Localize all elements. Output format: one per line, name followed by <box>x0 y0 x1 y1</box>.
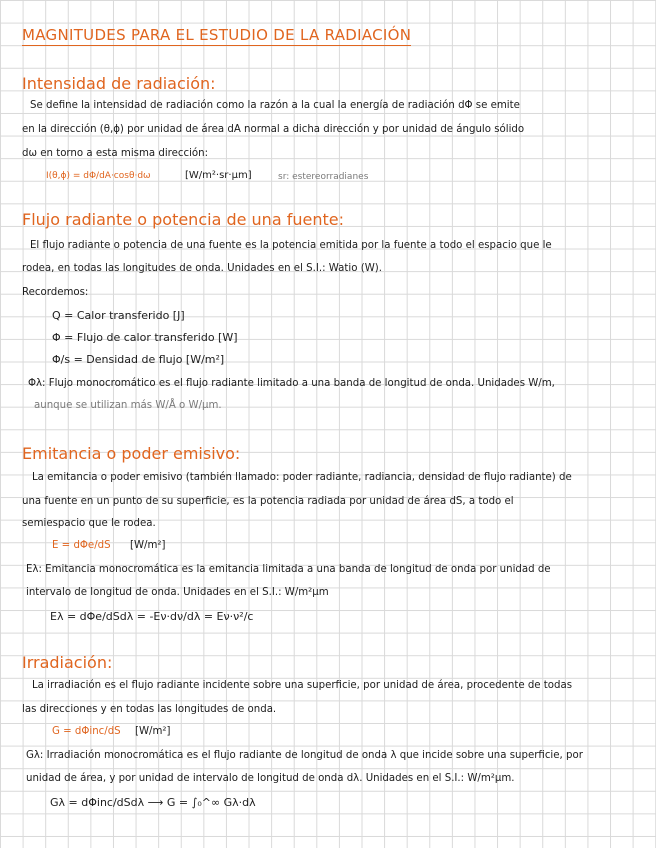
s1-formula: I(θ,ϕ) = dΦ/dA·cosθ·dω <box>46 171 151 181</box>
s4-line-2: las direcciones y en todas las longitudes de onda. <box>22 704 277 715</box>
s1-units-note: sr: estereorradianes <box>278 172 369 182</box>
s3-formula-units: [W/m²] <box>130 540 166 551</box>
s4-mono-2: unidad de área, y por unidad de intervalo de longitud de onda dλ. Unidades en el S.I.: W/m²μm. <box>26 773 515 784</box>
s4-formula-units: [W/m²] <box>135 726 171 737</box>
heading-emitancia: Emitancia o poder emisivo: <box>22 444 241 463</box>
s3-formula: E = dΦe/dS <box>52 540 111 551</box>
s2-line-2: rodea, en todas las longitudes de onda. Unidades en el S.I.: Watio (W). <box>22 263 382 274</box>
s4-line-1: La irradiación es el flujo radiante incidente sobre una superficie, por unidad de área, procedente de todas <box>32 680 573 691</box>
s3-mono-1: Eλ: Emitancia monocromática es la emitancia limitada a una banda de longitud de onda por unidad de <box>26 564 551 575</box>
s2-mono-1: Φλ: Flujo monocromático es el flujo radiante limitado a una banda de longitud de onda. Unidades W/m, <box>28 378 555 389</box>
s3-line-2: una fuente en un punto de su superficie, es la potencia radiada por unidad de área dS, a todo el <box>22 496 514 507</box>
s2-item-2: Φ = Flujo de calor transferido [W] <box>52 331 238 344</box>
heading-irradiacion: Irradiación: <box>22 653 113 672</box>
s3-line-1: La emitancia o poder emisivo (también llamado: poder radiante, radiancia, densidad de flujo radiante) de <box>32 472 572 483</box>
s2-item-3: Φ/s = Densidad de flujo [W/m²] <box>52 353 225 366</box>
heading-flujo-radiante: Flujo radiante o potencia de una fuente: <box>22 210 344 229</box>
s2-line-1: El flujo radiante o potencia de una fuente es la potencia emitida por la fuente a todo el espacio que le <box>30 240 552 251</box>
s4-mono-formula: Gλ = dΦinc/dSdλ ⟶ G = ∫₀^∞ Gλ·dλ <box>50 796 256 809</box>
s2-recall: Recordemos: <box>22 287 89 298</box>
s2-item-1: Q = Calor transferido [J] <box>52 309 185 322</box>
s1-line-1: Se define la intensidad de radiación como la razón a la cual la energía de radiación dΦ se emite <box>30 100 520 111</box>
s3-mono-formula: Eλ = dΦe/dSdλ = -Eν·dν/dλ = Eν·ν²/c <box>50 610 254 623</box>
s4-formula: G = dΦinc/dS <box>52 726 121 737</box>
heading-intensidad: Intensidad de radiación: <box>22 74 216 93</box>
page-title: MAGNITUDES PARA EL ESTUDIO DE LA RADIACIÓN <box>22 26 412 44</box>
s1-line-2: en la dirección (θ,ϕ) por unidad de área dA normal a dicha dirección y por unidad de ángulo sólido <box>22 124 525 135</box>
s2-mono-2: aunque se utilizan más W/Å o W/μm. <box>34 400 222 411</box>
s4-mono-1: Gλ: Irradiación monocromática es el flujo radiante de longitud de onda λ que incide sobre una superficie, por <box>26 750 583 761</box>
s1-line-3: dω en torno a esta misma dirección: <box>22 148 209 159</box>
s3-mono-2: intervalo de longitud de onda. Unidades en el S.I.: W/m²μm <box>26 587 329 598</box>
s3-line-3: semiespacio que le rodea. <box>22 518 156 529</box>
s1-units: [W/m²·sr·μm] <box>185 170 252 181</box>
